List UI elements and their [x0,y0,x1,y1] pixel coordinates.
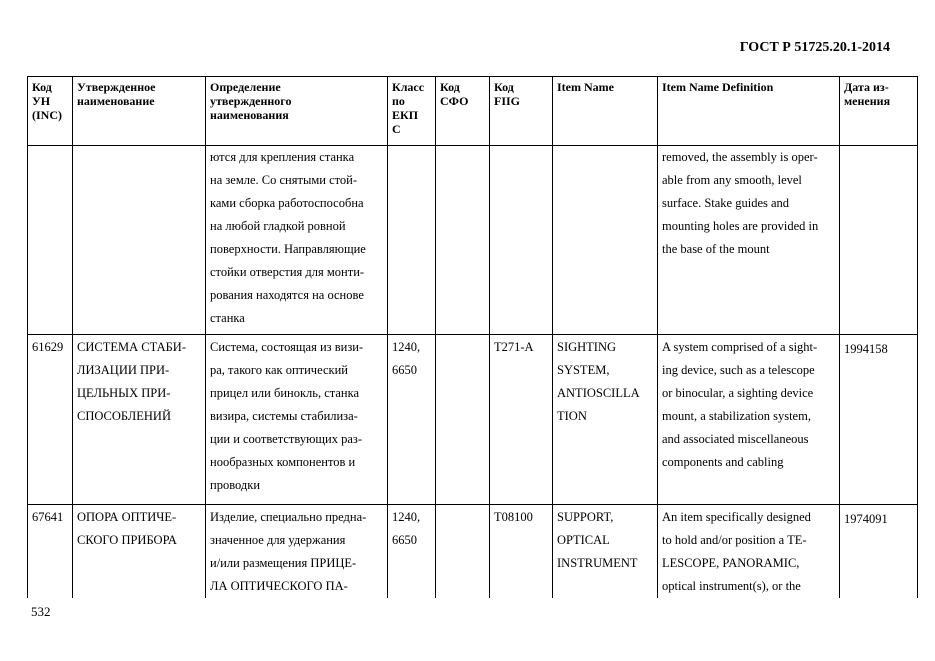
inc-cell: 67641 [28,505,73,599]
table-row [28,505,918,599]
class-cell [388,505,436,599]
table-row [28,146,918,335]
cell-line: 6650 [392,363,417,377]
cell-line: СКОГО ПРИБОРА [77,533,177,547]
cell-line: СПОСОБЛЕНИЙ [77,409,171,423]
item-name-cell [553,505,658,599]
cell-line: ANTIOSCILLA [557,386,640,400]
fiig-cell: T08100 [490,505,553,599]
cell-line: на земле. Со снятыми стой- [210,173,358,187]
cell-line: An item specifically designed [662,510,811,524]
header-line: Класс [392,80,425,94]
header-line: Item Name Definition [662,80,774,94]
cell-line: INSTRUMENT [557,556,638,570]
cell-line: нообразных компонентов и [210,455,356,469]
col-fiig-header [490,77,553,146]
col-item-name-header [553,77,658,146]
header-line: Код [494,80,514,94]
item-definition-cell [658,505,840,599]
header-line: по [392,94,405,108]
cell-line: значенное для удержания [210,533,346,547]
cell-line: стойки отверстия для монти- [210,265,365,279]
col-inc-header [28,77,73,146]
item-definition-cell [658,146,840,335]
specification-table [27,76,918,598]
cell-line: Система, состоящая из визи- [210,340,364,354]
header-line: (INC) [32,108,62,122]
cell-line: LESCOPE, PANORAMIC, [662,556,800,570]
approved-name-cell [73,505,206,599]
cell-line: ции и соответствующих раз- [210,432,363,446]
cell-line: to hold and/or position a TE- [662,533,807,547]
col-class-header [388,77,436,146]
item-name-cell [553,335,658,505]
cell-line: 1240, [392,340,421,354]
cell-line: 6650 [392,533,417,547]
cell-line: проводки [210,478,261,492]
cell-line: SYSTEM, [557,363,610,377]
cell-line: ются для крепления станка [210,150,355,164]
header-line: Дата из- [844,80,889,94]
fiig-cell [490,146,553,335]
col-sfo-header [436,77,490,146]
cell-line: СИСТЕМА СТАБИ- [77,340,186,354]
document-code: ГОСТ Р 51725.20.1-2014 [739,40,890,55]
cell-line: станка [210,311,245,325]
definition-cell [206,335,388,505]
cell-line: the base of the mount [662,242,770,256]
cell-line: mount, a stabilization system, [662,409,811,423]
cell-line: components and cabling [662,455,784,469]
change-date-cell: 1994158 [840,335,918,505]
header-line: СФО [440,94,469,108]
page-number: 532 [31,604,51,619]
cell-line: на любой гладкой ровной [210,219,346,233]
inc-cell [28,146,73,335]
approved-name-cell [73,146,206,335]
header-line: наименования [210,108,289,122]
cell-line: ОПОРА ОПТИЧЕ- [77,510,177,524]
approved-name-cell [73,335,206,505]
cell-line: optical instrument(s), or the [662,579,801,593]
table-row [28,335,918,505]
cell-line: removed, the assembly is oper- [662,150,818,164]
col-item-definition-header [658,77,840,146]
cell-line: and associated miscellaneous [662,432,809,446]
header-line: ЕКП [392,108,419,122]
header-line: утвержденного [210,94,292,108]
definition-cell [206,146,388,335]
change-date-cell: 1974091 [840,505,918,599]
cell-line: прицел или бинокль, станка [210,386,360,400]
class-cell [388,335,436,505]
definition-cell [206,505,388,599]
header-line: Утвержденное [77,80,156,94]
cell-line: OPTICAL [557,533,610,547]
sfo-cell [436,146,490,335]
header-line: Определение [210,80,281,94]
item-definition-cell [658,335,840,505]
cell-line: рования находятся на основе [210,288,364,302]
cell-line: и/или размещения ПРИЦЕ- [210,556,357,570]
header-line: FIIG [494,94,521,108]
cell-line: ЦЕЛЬНЫХ ПРИ- [77,386,171,400]
col-change-date-header [840,77,918,146]
cell-line: ра, такого как оптический [210,363,348,377]
sfo-cell [436,335,490,505]
cell-line: A system comprised of a sight- [662,340,818,354]
header-line: УН [32,94,51,108]
header-line: Код [32,80,52,94]
item-name-cell [553,146,658,335]
cell-line: TION [557,409,587,423]
col-definition-header [206,77,388,146]
class-cell [388,146,436,335]
cell-line: 1240, [392,510,421,524]
cell-line: or binocular, a sighting device [662,386,814,400]
inc-cell: 61629 [28,335,73,505]
cell-line: поверхности. Направляющие [210,242,366,256]
table-header-row [28,77,918,146]
col-approved-name-header [73,77,206,146]
header-line: Item Name [557,80,614,94]
cell-line: able from any smooth, level [662,173,802,187]
sfo-cell [436,505,490,599]
cell-line: surface. Stake guides and [662,196,790,210]
header-line: С [392,122,401,136]
header-line: Код [440,80,460,94]
cell-line: ing device, such as a telescope [662,363,815,377]
cell-line: Изделие, специально предна- [210,510,367,524]
cell-line: ками сборка работоспособна [210,196,364,210]
cell-line: ЛА ОПТИЧЕСКОГО ПА- [210,579,348,593]
change-date-cell [840,146,918,335]
fiig-cell: T271-A [490,335,553,505]
cell-line: SUPPORT, [557,510,614,524]
cell-line: mounting holes are provided in [662,219,819,233]
header-line: менения [844,94,891,108]
header-line: наименование [77,94,155,108]
cell-line: ЛИЗАЦИИ ПРИ- [77,363,170,377]
cell-line: визира, системы стабилиза- [210,409,358,423]
cell-line: SIGHTING [557,340,617,354]
